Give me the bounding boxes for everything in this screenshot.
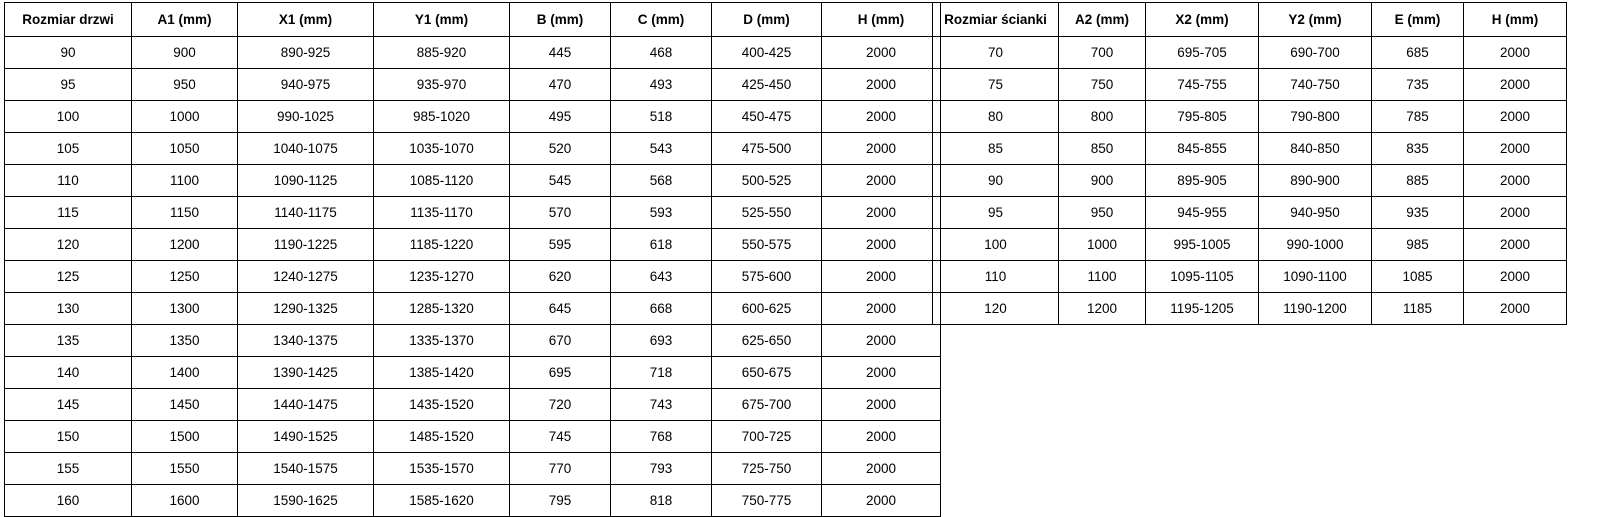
table-cell: 70	[933, 37, 1059, 69]
table-cell: 750	[1059, 69, 1146, 101]
table-cell: 150	[5, 421, 132, 453]
table-cell: 2000	[822, 261, 941, 293]
table-row	[933, 133, 1567, 165]
table-cell: 120	[5, 229, 132, 261]
table-cell: 2000	[1464, 197, 1567, 229]
table-cell: 470	[510, 69, 611, 101]
table-cell: 110	[5, 165, 132, 197]
table-row	[933, 165, 1567, 197]
table-header-row	[933, 3, 1567, 37]
table-cell: 595	[510, 229, 611, 261]
walls-table-header	[933, 3, 1567, 37]
table-cell: 2000	[822, 453, 941, 485]
table-cell: 500-525	[712, 165, 822, 197]
table-cell: 493	[611, 69, 712, 101]
table-cell: 890-900	[1259, 165, 1372, 197]
table-cell: 675-700	[712, 389, 822, 421]
table-row	[933, 101, 1567, 133]
table-cell: 743	[611, 389, 712, 421]
doors-table-container	[4, 2, 941, 517]
table-cell: 1100	[1059, 261, 1146, 293]
table-cell: 745	[510, 421, 611, 453]
table-cell: 1440-1475	[238, 389, 374, 421]
table-cell: 140	[5, 357, 132, 389]
table-row	[933, 69, 1567, 101]
table-cell: 835	[1372, 133, 1464, 165]
table-cell: 2000	[822, 389, 941, 421]
table-cell: 650-675	[712, 357, 822, 389]
table-cell: 1535-1570	[374, 453, 510, 485]
table-cell: 425-450	[712, 69, 822, 101]
table-cell: 550-575	[712, 229, 822, 261]
column-header: Rozmiar drzwi	[5, 3, 132, 37]
table-cell: 990-1000	[1259, 229, 1372, 261]
column-header: X1 (mm)	[238, 3, 374, 37]
table-cell: 1600	[132, 485, 238, 517]
table-cell: 690-700	[1259, 37, 1372, 69]
table-cell: 1135-1170	[374, 197, 510, 229]
table-cell: 135	[5, 325, 132, 357]
table-cell: 750-775	[712, 485, 822, 517]
table-cell: 990-1025	[238, 101, 374, 133]
table-row	[5, 197, 941, 229]
table-cell: 100	[933, 229, 1059, 261]
table-cell: 1150	[132, 197, 238, 229]
column-header: A2 (mm)	[1059, 3, 1146, 37]
table-cell: 80	[933, 101, 1059, 133]
table-cell: 1085-1120	[374, 165, 510, 197]
table-cell: 1350	[132, 325, 238, 357]
table-cell: 1400	[132, 357, 238, 389]
table-row	[5, 485, 941, 517]
table-cell: 740-750	[1259, 69, 1372, 101]
table-row	[5, 293, 941, 325]
table-cell: 735	[1372, 69, 1464, 101]
table-cell: 445	[510, 37, 611, 69]
table-cell: 1200	[1059, 293, 1146, 325]
table-row	[5, 37, 941, 69]
column-header: Y1 (mm)	[374, 3, 510, 37]
table-cell: 1190-1225	[238, 229, 374, 261]
table-cell: 600-625	[712, 293, 822, 325]
table-cell: 1550	[132, 453, 238, 485]
table-cell: 2000	[822, 197, 941, 229]
table-cell: 525-550	[712, 197, 822, 229]
doors-table-body	[5, 37, 941, 517]
table-cell: 520	[510, 133, 611, 165]
table-cell: 1540-1575	[238, 453, 374, 485]
table-row	[5, 421, 941, 453]
table-cell: 895-905	[1146, 165, 1259, 197]
table-cell: 840-850	[1259, 133, 1372, 165]
table-cell: 120	[933, 293, 1059, 325]
table-cell: 718	[611, 357, 712, 389]
table-cell: 1585-1620	[374, 485, 510, 517]
table-cell: 85	[933, 133, 1059, 165]
table-cell: 100	[5, 101, 132, 133]
column-header: Y2 (mm)	[1259, 3, 1372, 37]
table-row	[5, 325, 941, 357]
column-header: B (mm)	[510, 3, 611, 37]
table-cell: 1185-1220	[374, 229, 510, 261]
table-cell: 1040-1075	[238, 133, 374, 165]
table-cell: 745-755	[1146, 69, 1259, 101]
table-cell: 695	[510, 357, 611, 389]
column-header: A1 (mm)	[132, 3, 238, 37]
table-cell: 1500	[132, 421, 238, 453]
table-cell: 2000	[1464, 229, 1567, 261]
table-cell: 950	[1059, 197, 1146, 229]
table-cell: 1485-1520	[374, 421, 510, 453]
table-cell: 850	[1059, 133, 1146, 165]
table-cell: 518	[611, 101, 712, 133]
table-cell: 700-725	[712, 421, 822, 453]
table-cell: 495	[510, 101, 611, 133]
table-cell: 1335-1370	[374, 325, 510, 357]
table-cell: 945-955	[1146, 197, 1259, 229]
doors-dimensions-table	[4, 2, 941, 517]
table-cell: 845-855	[1146, 133, 1259, 165]
table-cell: 768	[611, 421, 712, 453]
table-cell: 1300	[132, 293, 238, 325]
table-cell: 720	[510, 389, 611, 421]
table-cell: 793	[611, 453, 712, 485]
walls-dimensions-table	[932, 2, 1567, 325]
column-header: E (mm)	[1372, 3, 1464, 37]
table-cell: 890-925	[238, 37, 374, 69]
table-cell: 450-475	[712, 101, 822, 133]
table-cell: 950	[132, 69, 238, 101]
table-cell: 1195-1205	[1146, 293, 1259, 325]
table-cell: 1085	[1372, 261, 1464, 293]
table-cell: 75	[933, 69, 1059, 101]
column-header: D (mm)	[712, 3, 822, 37]
table-cell: 95	[5, 69, 132, 101]
table-cell: 2000	[822, 293, 941, 325]
table-cell: 2000	[822, 165, 941, 197]
table-row	[5, 69, 941, 101]
table-cell: 2000	[1464, 133, 1567, 165]
table-cell: 1000	[1059, 229, 1146, 261]
table-cell: 468	[611, 37, 712, 69]
table-cell: 940-975	[238, 69, 374, 101]
table-cell: 2000	[822, 101, 941, 133]
table-cell: 785	[1372, 101, 1464, 133]
table-cell: 2000	[822, 69, 941, 101]
table-cell: 790-800	[1259, 101, 1372, 133]
table-cell: 568	[611, 165, 712, 197]
table-cell: 400-425	[712, 37, 822, 69]
table-cell: 693	[611, 325, 712, 357]
walls-table-body	[933, 37, 1567, 325]
table-cell: 700	[1059, 37, 1146, 69]
table-cell: 543	[611, 133, 712, 165]
table-cell: 2000	[1464, 37, 1567, 69]
table-cell: 110	[933, 261, 1059, 293]
table-cell: 2000	[822, 357, 941, 389]
table-cell: 800	[1059, 101, 1146, 133]
table-cell: 795-805	[1146, 101, 1259, 133]
table-cell: 155	[5, 453, 132, 485]
table-cell: 593	[611, 197, 712, 229]
table-row	[5, 101, 941, 133]
table-cell: 90	[5, 37, 132, 69]
table-cell: 645	[510, 293, 611, 325]
column-header: C (mm)	[611, 3, 712, 37]
table-cell: 1290-1325	[238, 293, 374, 325]
table-cell: 1095-1105	[1146, 261, 1259, 293]
table-cell: 725-750	[712, 453, 822, 485]
table-row	[5, 453, 941, 485]
table-row	[5, 229, 941, 261]
table-row	[933, 229, 1567, 261]
table-cell: 2000	[1464, 69, 1567, 101]
column-header: H (mm)	[822, 3, 941, 37]
table-cell: 90	[933, 165, 1059, 197]
table-cell: 2000	[1464, 101, 1567, 133]
table-row	[933, 197, 1567, 229]
table-row	[5, 389, 941, 421]
table-cell: 1340-1375	[238, 325, 374, 357]
table-cell: 625-650	[712, 325, 822, 357]
table-cell: 1185	[1372, 293, 1464, 325]
table-row	[933, 293, 1567, 325]
table-cell: 1240-1275	[238, 261, 374, 293]
table-cell: 985	[1372, 229, 1464, 261]
table-cell: 95	[933, 197, 1059, 229]
table-cell: 1200	[132, 229, 238, 261]
table-cell: 475-500	[712, 133, 822, 165]
table-cell: 1490-1525	[238, 421, 374, 453]
table-cell: 618	[611, 229, 712, 261]
table-cell: 670	[510, 325, 611, 357]
table-cell: 1250	[132, 261, 238, 293]
table-cell: 1385-1420	[374, 357, 510, 389]
table-cell: 2000	[822, 37, 941, 69]
table-cell: 1000	[132, 101, 238, 133]
table-cell: 2000	[822, 421, 941, 453]
table-cell: 885-920	[374, 37, 510, 69]
table-cell: 935-970	[374, 69, 510, 101]
table-cell: 570	[510, 197, 611, 229]
column-header: X2 (mm)	[1146, 3, 1259, 37]
table-cell: 770	[510, 453, 611, 485]
table-cell: 2000	[822, 133, 941, 165]
table-row	[933, 261, 1567, 293]
walls-table-container	[932, 2, 1567, 325]
table-cell: 1590-1625	[238, 485, 374, 517]
table-cell: 130	[5, 293, 132, 325]
table-cell: 1190-1200	[1259, 293, 1372, 325]
table-cell: 695-705	[1146, 37, 1259, 69]
table-cell: 795	[510, 485, 611, 517]
table-cell: 1035-1070	[374, 133, 510, 165]
table-cell: 1235-1270	[374, 261, 510, 293]
table-cell: 160	[5, 485, 132, 517]
table-cell: 2000	[822, 325, 941, 357]
doors-table-header	[5, 3, 941, 37]
table-cell: 900	[132, 37, 238, 69]
table-cell: 1435-1520	[374, 389, 510, 421]
table-cell: 818	[611, 485, 712, 517]
table-cell: 2000	[822, 229, 941, 261]
table-cell: 1285-1320	[374, 293, 510, 325]
table-cell: 1140-1175	[238, 197, 374, 229]
table-cell: 115	[5, 197, 132, 229]
table-header-row	[5, 3, 941, 37]
table-cell: 105	[5, 133, 132, 165]
table-cell: 1100	[132, 165, 238, 197]
table-row	[5, 133, 941, 165]
table-cell: 885	[1372, 165, 1464, 197]
table-cell: 620	[510, 261, 611, 293]
table-cell: 1390-1425	[238, 357, 374, 389]
table-cell: 1450	[132, 389, 238, 421]
table-cell: 2000	[1464, 293, 1567, 325]
table-cell: 2000	[1464, 261, 1567, 293]
table-cell: 545	[510, 165, 611, 197]
table-row	[933, 37, 1567, 69]
column-header: Rozmiar ścianki	[933, 3, 1059, 37]
table-cell: 900	[1059, 165, 1146, 197]
table-cell: 2000	[1464, 165, 1567, 197]
column-header: H (mm)	[1464, 3, 1567, 37]
table-cell: 1090-1125	[238, 165, 374, 197]
table-cell: 940-950	[1259, 197, 1372, 229]
table-row	[5, 261, 941, 293]
table-cell: 685	[1372, 37, 1464, 69]
table-cell: 668	[611, 293, 712, 325]
table-cell: 125	[5, 261, 132, 293]
table-cell: 1050	[132, 133, 238, 165]
table-cell: 145	[5, 389, 132, 421]
table-cell: 575-600	[712, 261, 822, 293]
table-cell: 1090-1100	[1259, 261, 1372, 293]
table-cell: 985-1020	[374, 101, 510, 133]
table-row	[5, 165, 941, 197]
table-cell: 643	[611, 261, 712, 293]
table-row	[5, 357, 941, 389]
table-cell: 2000	[822, 485, 941, 517]
table-cell: 995-1005	[1146, 229, 1259, 261]
table-cell: 935	[1372, 197, 1464, 229]
